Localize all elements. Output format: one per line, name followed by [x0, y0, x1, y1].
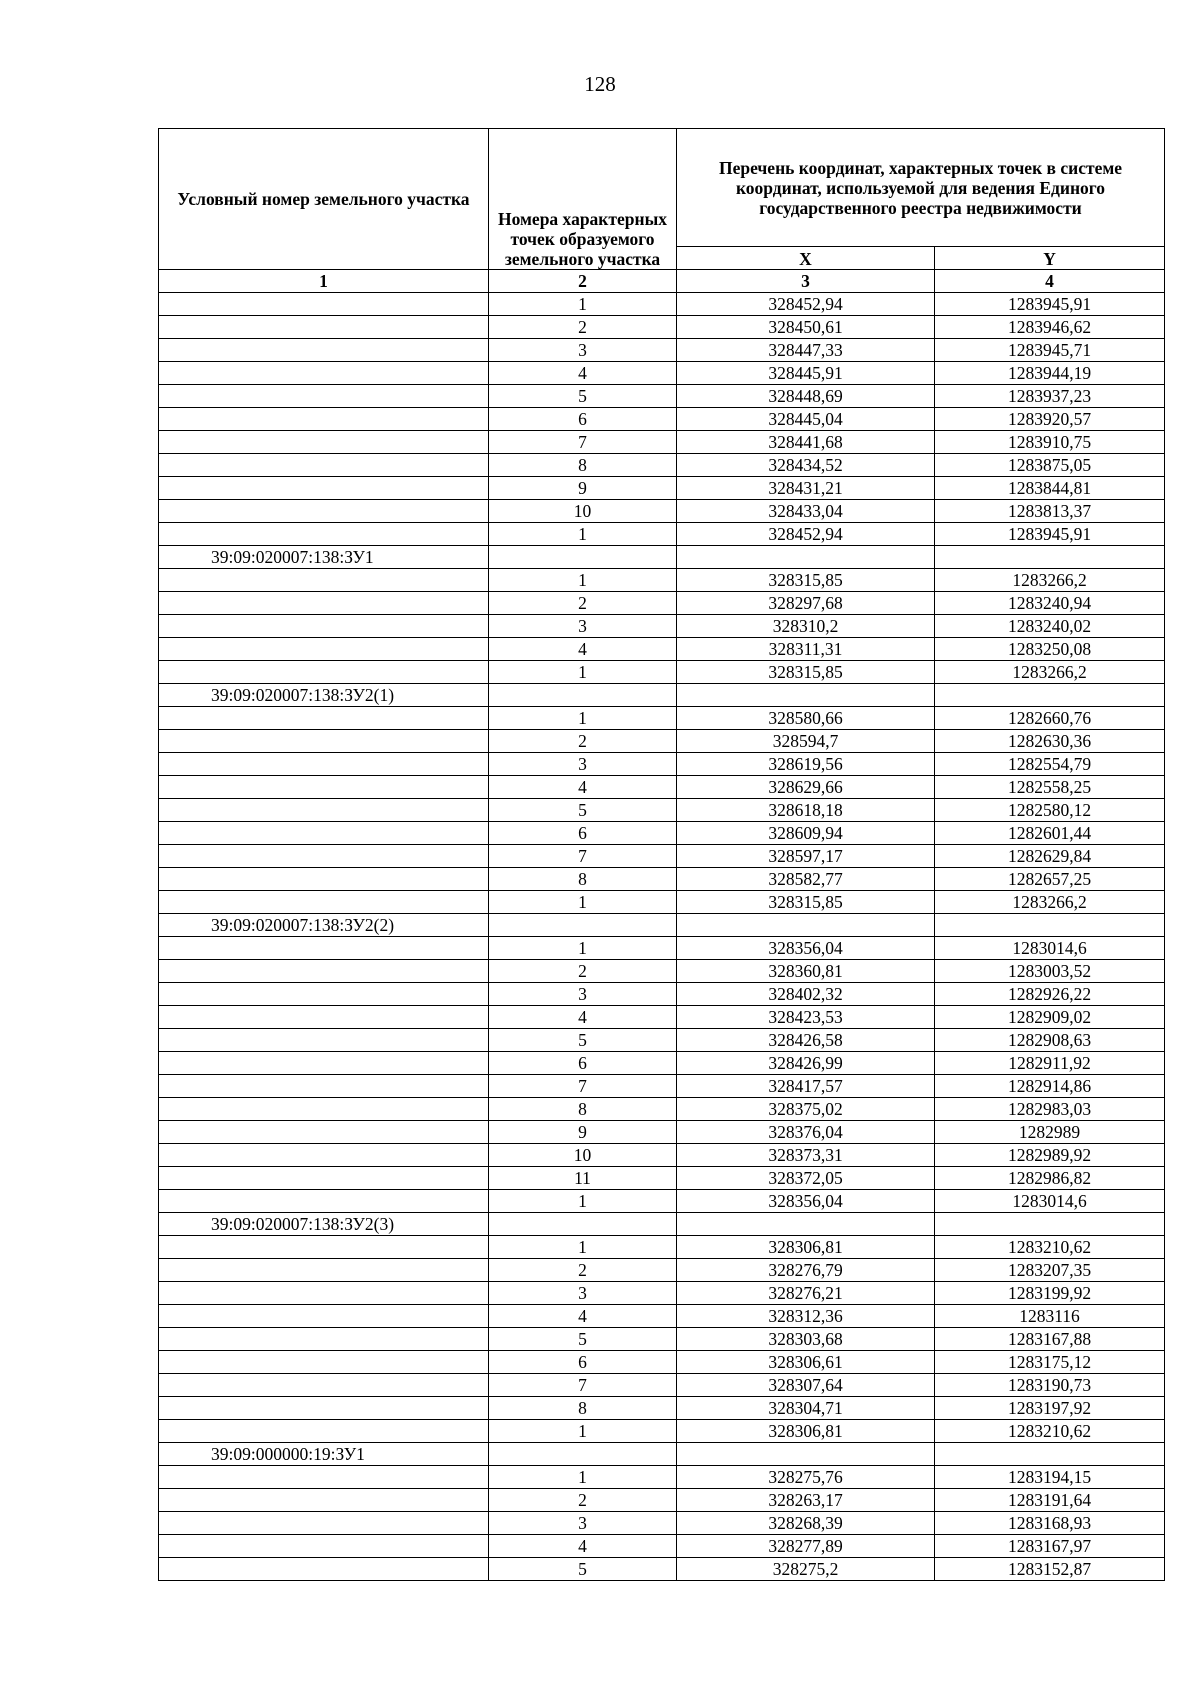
table-row: [159, 1305, 1165, 1328]
cell-y-coordinate: 1283191,64: [935, 1489, 1165, 1512]
cell-y-coordinate: 1282908,63: [935, 1029, 1165, 1052]
table-row: [159, 845, 1165, 868]
cell-y-coordinate: 1282660,76: [935, 707, 1165, 730]
cell-plot-number: [159, 960, 489, 983]
cell-x-coordinate: 328360,81: [677, 960, 935, 983]
cell-x-coordinate: 328275,76: [677, 1466, 935, 1489]
cell-x-coordinate: 328582,77: [677, 868, 935, 891]
cell-point-number: 6: [489, 822, 677, 845]
cell-y-coordinate: 1282986,82: [935, 1167, 1165, 1190]
cell-y-coordinate: 1283240,02: [935, 615, 1165, 638]
table-row: [159, 960, 1165, 983]
table-row: [159, 1397, 1165, 1420]
table-row: [159, 1466, 1165, 1489]
table-row: [159, 615, 1165, 638]
cell-x-coordinate: 328450,61: [677, 316, 935, 339]
cell-point-number: 1: [489, 1190, 677, 1213]
cell-y-coordinate: [935, 1443, 1165, 1466]
cell-plot-number: 39:09:020007:138:ЗУ1: [159, 546, 489, 569]
cell-y-coordinate: 1282554,79: [935, 753, 1165, 776]
cell-plot-number: [159, 799, 489, 822]
cell-x-coordinate: 328629,66: [677, 776, 935, 799]
cell-point-number: 11: [489, 1167, 677, 1190]
cell-x-coordinate: [677, 914, 935, 937]
cell-x-coordinate: 328618,18: [677, 799, 935, 822]
cell-point-number: [489, 1213, 677, 1236]
cell-x-coordinate: 328277,89: [677, 1535, 935, 1558]
cell-x-coordinate: 328452,94: [677, 293, 935, 316]
cell-point-number: 4: [489, 776, 677, 799]
cell-plot-number: [159, 983, 489, 1006]
cell-point-number: 1: [489, 1420, 677, 1443]
table-row: [159, 1535, 1165, 1558]
cell-x-coordinate: 328356,04: [677, 1190, 935, 1213]
cell-x-coordinate: 328376,04: [677, 1121, 935, 1144]
cell-point-number: 4: [489, 1006, 677, 1029]
cell-point-number: 7: [489, 1075, 677, 1098]
cell-x-coordinate: 328315,85: [677, 891, 935, 914]
cell-plot-number: [159, 638, 489, 661]
cell-point-number: 10: [489, 500, 677, 523]
cell-y-coordinate: 1283240,94: [935, 592, 1165, 615]
cell-point-number: 3: [489, 753, 677, 776]
cell-x-coordinate: [677, 546, 935, 569]
page-number: 128: [584, 72, 616, 96]
cell-x-coordinate: 328402,32: [677, 983, 935, 1006]
cell-y-coordinate: 1282601,44: [935, 822, 1165, 845]
cell-point-number: 5: [489, 385, 677, 408]
cell-plot-number: 39:09:020007:138:ЗУ2(2): [159, 914, 489, 937]
cell-plot-number: [159, 1282, 489, 1305]
table-row: [159, 822, 1165, 845]
cell-y-coordinate: 1283910,75: [935, 431, 1165, 454]
cell-y-coordinate: 1283168,93: [935, 1512, 1165, 1535]
cell-point-number: 1: [489, 523, 677, 546]
cell-plot-number: [159, 1006, 489, 1029]
cell-plot-number: [159, 891, 489, 914]
cell-x-coordinate: 328315,85: [677, 661, 935, 684]
table-row: [159, 1121, 1165, 1144]
cell-plot-number: [159, 1190, 489, 1213]
cell-x-coordinate: 328594,7: [677, 730, 935, 753]
cell-x-coordinate: 328268,39: [677, 1512, 935, 1535]
cell-plot-number: [159, 937, 489, 960]
table-row: [159, 1144, 1165, 1167]
cell-x-coordinate: 328445,04: [677, 408, 935, 431]
cell-plot-number: [159, 1374, 489, 1397]
cell-y-coordinate: 1283266,2: [935, 891, 1165, 914]
cell-point-number: 5: [489, 1029, 677, 1052]
cell-y-coordinate: 1283844,81: [935, 477, 1165, 500]
table-row: [159, 1259, 1165, 1282]
cell-plot-number: [159, 1328, 489, 1351]
cell-point-number: 6: [489, 408, 677, 431]
cell-y-coordinate: [935, 546, 1165, 569]
cell-x-coordinate: 328372,05: [677, 1167, 935, 1190]
column-number: 3: [677, 270, 935, 293]
table-row: [159, 592, 1165, 615]
cell-plot-number: [159, 1397, 489, 1420]
cell-y-coordinate: 1283937,23: [935, 385, 1165, 408]
cell-x-coordinate: 328306,81: [677, 1420, 935, 1443]
cell-y-coordinate: 1283875,05: [935, 454, 1165, 477]
cell-point-number: 2: [489, 730, 677, 753]
cell-plot-number: [159, 868, 489, 891]
cell-point-number: 3: [489, 983, 677, 1006]
cell-plot-number: [159, 1558, 489, 1581]
cell-plot-number: [159, 1098, 489, 1121]
cell-x-coordinate: [677, 1213, 935, 1236]
cell-point-number: 2: [489, 592, 677, 615]
cell-y-coordinate: 1282926,22: [935, 983, 1165, 1006]
cell-x-coordinate: 328433,04: [677, 500, 935, 523]
cell-y-coordinate: 1283116: [935, 1305, 1165, 1328]
table-row: [159, 408, 1165, 431]
cell-point-number: 1: [489, 1236, 677, 1259]
table-row: [159, 776, 1165, 799]
cell-point-number: 9: [489, 477, 677, 500]
table-row: [159, 316, 1165, 339]
table-row: [159, 454, 1165, 477]
cell-plot-number: [159, 454, 489, 477]
header-x: X: [677, 247, 935, 270]
cell-point-number: 4: [489, 638, 677, 661]
cell-point-number: [489, 1443, 677, 1466]
cell-plot-number: [159, 339, 489, 362]
cell-plot-number: [159, 707, 489, 730]
cell-point-number: 8: [489, 1397, 677, 1420]
header-point-numbers: Номера характерных точек образуемого земельного участка: [489, 129, 677, 270]
cell-x-coordinate: 328447,33: [677, 339, 935, 362]
cell-point-number: 3: [489, 1512, 677, 1535]
cell-x-coordinate: 328275,2: [677, 1558, 935, 1581]
cell-x-coordinate: [677, 1443, 935, 1466]
cell-y-coordinate: 1283266,2: [935, 661, 1165, 684]
cell-x-coordinate: 328619,56: [677, 753, 935, 776]
table-row: [159, 1029, 1165, 1052]
cell-x-coordinate: 328307,64: [677, 1374, 935, 1397]
table-row: [159, 1006, 1165, 1029]
cell-x-coordinate: 328356,04: [677, 937, 935, 960]
cell-y-coordinate: 1283210,62: [935, 1236, 1165, 1259]
cell-x-coordinate: 328609,94: [677, 822, 935, 845]
cell-plot-number: [159, 1167, 489, 1190]
cell-point-number: 4: [489, 362, 677, 385]
cell-x-coordinate: 328304,71: [677, 1397, 935, 1420]
cell-plot-number: [159, 845, 489, 868]
cell-plot-number: [159, 776, 489, 799]
cell-point-number: 1: [489, 569, 677, 592]
cell-y-coordinate: 1283190,73: [935, 1374, 1165, 1397]
cell-y-coordinate: [935, 1213, 1165, 1236]
cell-plot-number: 39:09:000000:19:ЗУ1: [159, 1443, 489, 1466]
cell-x-coordinate: 328426,99: [677, 1052, 935, 1075]
table-row: [159, 914, 1165, 937]
column-number: 1: [159, 270, 489, 293]
cell-plot-number: [159, 592, 489, 615]
cell-point-number: 2: [489, 960, 677, 983]
cell-point-number: 1: [489, 1466, 677, 1489]
table-row: [159, 799, 1165, 822]
cell-plot-number: [159, 1075, 489, 1098]
cell-point-number: 1: [489, 661, 677, 684]
cell-x-coordinate: 328373,31: [677, 1144, 935, 1167]
cell-y-coordinate: 1283014,6: [935, 937, 1165, 960]
table-row: [159, 477, 1165, 500]
cell-y-coordinate: 1283945,91: [935, 293, 1165, 316]
cell-y-coordinate: 1283250,08: [935, 638, 1165, 661]
cell-point-number: 8: [489, 868, 677, 891]
header-coordinates: Перечень координат, характерных точек в системе координат, используемой для ведения Единого государственного реестра недвижимости: [677, 129, 1165, 247]
cell-y-coordinate: 1283175,12: [935, 1351, 1165, 1374]
cell-point-number: 7: [489, 431, 677, 454]
table-row: [159, 1328, 1165, 1351]
table-row: [159, 753, 1165, 776]
cell-x-coordinate: 328434,52: [677, 454, 935, 477]
cell-x-coordinate: 328312,36: [677, 1305, 935, 1328]
cell-y-coordinate: 1282989,92: [935, 1144, 1165, 1167]
cell-point-number: [489, 546, 677, 569]
table-row: [159, 1190, 1165, 1213]
table-row: [159, 983, 1165, 1006]
table-row: [159, 385, 1165, 408]
cell-y-coordinate: 1282580,12: [935, 799, 1165, 822]
cell-plot-number: [159, 1535, 489, 1558]
cell-point-number: 3: [489, 615, 677, 638]
table-row: [159, 1512, 1165, 1535]
cell-y-coordinate: 1283199,92: [935, 1282, 1165, 1305]
cell-y-coordinate: [935, 684, 1165, 707]
column-number: 2: [489, 270, 677, 293]
table-row: [159, 730, 1165, 753]
cell-x-coordinate: 328303,68: [677, 1328, 935, 1351]
cell-x-coordinate: 328311,31: [677, 638, 935, 661]
cell-plot-number: [159, 477, 489, 500]
cell-point-number: 9: [489, 1121, 677, 1144]
cell-x-coordinate: 328310,2: [677, 615, 935, 638]
cell-y-coordinate: 1283152,87: [935, 1558, 1165, 1581]
cell-plot-number: [159, 1029, 489, 1052]
cell-y-coordinate: 1283945,71: [935, 339, 1165, 362]
cell-point-number: 8: [489, 1098, 677, 1121]
cell-plot-number: [159, 500, 489, 523]
cell-y-coordinate: 1283207,35: [935, 1259, 1165, 1282]
header-y: Y: [935, 247, 1165, 270]
table-row: [159, 569, 1165, 592]
cell-point-number: 1: [489, 937, 677, 960]
cell-x-coordinate: 328445,91: [677, 362, 935, 385]
cell-y-coordinate: 1283920,57: [935, 408, 1165, 431]
cell-point-number: 1: [489, 891, 677, 914]
cell-plot-number: [159, 661, 489, 684]
cell-point-number: 5: [489, 799, 677, 822]
table-row: [159, 431, 1165, 454]
cell-y-coordinate: [935, 914, 1165, 937]
table-row: [159, 1374, 1165, 1397]
cell-x-coordinate: 328297,68: [677, 592, 935, 615]
cell-point-number: 8: [489, 454, 677, 477]
cell-point-number: 5: [489, 1328, 677, 1351]
table-row: [159, 661, 1165, 684]
table-row: [159, 1443, 1165, 1466]
cell-point-number: 3: [489, 1282, 677, 1305]
cell-point-number: 2: [489, 1259, 677, 1282]
cell-point-number: 2: [489, 316, 677, 339]
table-row: [159, 891, 1165, 914]
cell-x-coordinate: 328375,02: [677, 1098, 935, 1121]
cell-plot-number: [159, 822, 489, 845]
cell-x-coordinate: 328276,79: [677, 1259, 935, 1282]
cell-y-coordinate: 1282983,03: [935, 1098, 1165, 1121]
cell-y-coordinate: 1282914,86: [935, 1075, 1165, 1098]
table-row: [159, 1351, 1165, 1374]
table-row: [159, 1213, 1165, 1236]
cell-x-coordinate: 328580,66: [677, 707, 935, 730]
cell-point-number: 6: [489, 1351, 677, 1374]
cell-y-coordinate: 1282989: [935, 1121, 1165, 1144]
cell-plot-number: [159, 1236, 489, 1259]
table-row: [159, 1236, 1165, 1259]
cell-y-coordinate: 1283813,37: [935, 500, 1165, 523]
cell-x-coordinate: 328597,17: [677, 845, 935, 868]
table-row: [159, 1098, 1165, 1121]
cell-plot-number: [159, 431, 489, 454]
cell-y-coordinate: 1282909,02: [935, 1006, 1165, 1029]
table-row: [159, 1167, 1165, 1190]
cell-plot-number: [159, 753, 489, 776]
table-row: [159, 339, 1165, 362]
cell-plot-number: [159, 1144, 489, 1167]
table-row: [159, 638, 1165, 661]
cell-x-coordinate: 328306,81: [677, 1236, 935, 1259]
cell-x-coordinate: [677, 684, 935, 707]
cell-y-coordinate: 1283210,62: [935, 1420, 1165, 1443]
cell-plot-number: [159, 1420, 489, 1443]
cell-y-coordinate: 1283945,91: [935, 523, 1165, 546]
cell-y-coordinate: 1283944,19: [935, 362, 1165, 385]
cell-plot-number: [159, 293, 489, 316]
cell-point-number: 5: [489, 1558, 677, 1581]
table-row: [159, 868, 1165, 891]
cell-point-number: 10: [489, 1144, 677, 1167]
table-row: [159, 1489, 1165, 1512]
column-number: 4: [935, 270, 1165, 293]
table-row: [159, 500, 1165, 523]
cell-plot-number: [159, 1466, 489, 1489]
cell-point-number: [489, 684, 677, 707]
cell-y-coordinate: 1282630,36: [935, 730, 1165, 753]
cell-point-number: 4: [489, 1305, 677, 1328]
cell-plot-number: [159, 316, 489, 339]
cell-plot-number: [159, 408, 489, 431]
cell-y-coordinate: 1283197,92: [935, 1397, 1165, 1420]
cell-plot-number: [159, 362, 489, 385]
cell-y-coordinate: 1283266,2: [935, 569, 1165, 592]
cell-point-number: 1: [489, 293, 677, 316]
cell-y-coordinate: 1283194,15: [935, 1466, 1165, 1489]
cell-y-coordinate: 1283167,97: [935, 1535, 1165, 1558]
cell-x-coordinate: 328441,68: [677, 431, 935, 454]
cell-plot-number: [159, 615, 489, 638]
table-row: [159, 546, 1165, 569]
cell-point-number: 3: [489, 339, 677, 362]
cell-point-number: 6: [489, 1052, 677, 1075]
cell-plot-number: 39:09:020007:138:ЗУ2(3): [159, 1213, 489, 1236]
cell-plot-number: [159, 1512, 489, 1535]
table-row: [159, 1282, 1165, 1305]
cell-point-number: 2: [489, 1489, 677, 1512]
cell-plot-number: [159, 523, 489, 546]
cell-x-coordinate: 328263,17: [677, 1489, 935, 1512]
cell-y-coordinate: 1283167,88: [935, 1328, 1165, 1351]
header-plot-number: Условный номер земельного участка: [159, 129, 489, 270]
cell-y-coordinate: 1282558,25: [935, 776, 1165, 799]
cell-point-number: 7: [489, 845, 677, 868]
cell-plot-number: [159, 1259, 489, 1282]
cell-y-coordinate: 1283014,6: [935, 1190, 1165, 1213]
cell-plot-number: [159, 1052, 489, 1075]
cell-plot-number: [159, 1121, 489, 1144]
cell-plot-number: 39:09:020007:138:ЗУ2(1): [159, 684, 489, 707]
cell-x-coordinate: 328431,21: [677, 477, 935, 500]
cell-y-coordinate: 1283946,62: [935, 316, 1165, 339]
table-row: [159, 1052, 1165, 1075]
cell-y-coordinate: 1283003,52: [935, 960, 1165, 983]
cell-x-coordinate: 328417,57: [677, 1075, 935, 1098]
cell-x-coordinate: 328448,69: [677, 385, 935, 408]
column-number-row: [159, 270, 1165, 293]
table-row: [159, 684, 1165, 707]
cell-point-number: 1: [489, 707, 677, 730]
table-row: [159, 707, 1165, 730]
cell-point-number: 4: [489, 1535, 677, 1558]
cell-y-coordinate: 1282629,84: [935, 845, 1165, 868]
cell-plot-number: [159, 569, 489, 592]
cell-plot-number: [159, 1489, 489, 1512]
table-row: [159, 1075, 1165, 1098]
cell-plot-number: [159, 385, 489, 408]
coordinates-table: [158, 128, 1165, 1581]
cell-x-coordinate: 328423,53: [677, 1006, 935, 1029]
cell-point-number: 7: [489, 1374, 677, 1397]
cell-x-coordinate: 328276,21: [677, 1282, 935, 1305]
cell-x-coordinate: 328306,61: [677, 1351, 935, 1374]
cell-y-coordinate: 1282911,92: [935, 1052, 1165, 1075]
cell-plot-number: [159, 1305, 489, 1328]
cell-x-coordinate: 328452,94: [677, 523, 935, 546]
table-row: [159, 523, 1165, 546]
table-row: [159, 1420, 1165, 1443]
cell-plot-number: [159, 730, 489, 753]
table-row: [159, 293, 1165, 316]
table-row: [159, 1558, 1165, 1581]
cell-x-coordinate: 328315,85: [677, 569, 935, 592]
cell-y-coordinate: 1282657,25: [935, 868, 1165, 891]
cell-point-number: [489, 914, 677, 937]
table-row: [159, 937, 1165, 960]
table-row: [159, 362, 1165, 385]
cell-x-coordinate: 328426,58: [677, 1029, 935, 1052]
cell-plot-number: [159, 1351, 489, 1374]
